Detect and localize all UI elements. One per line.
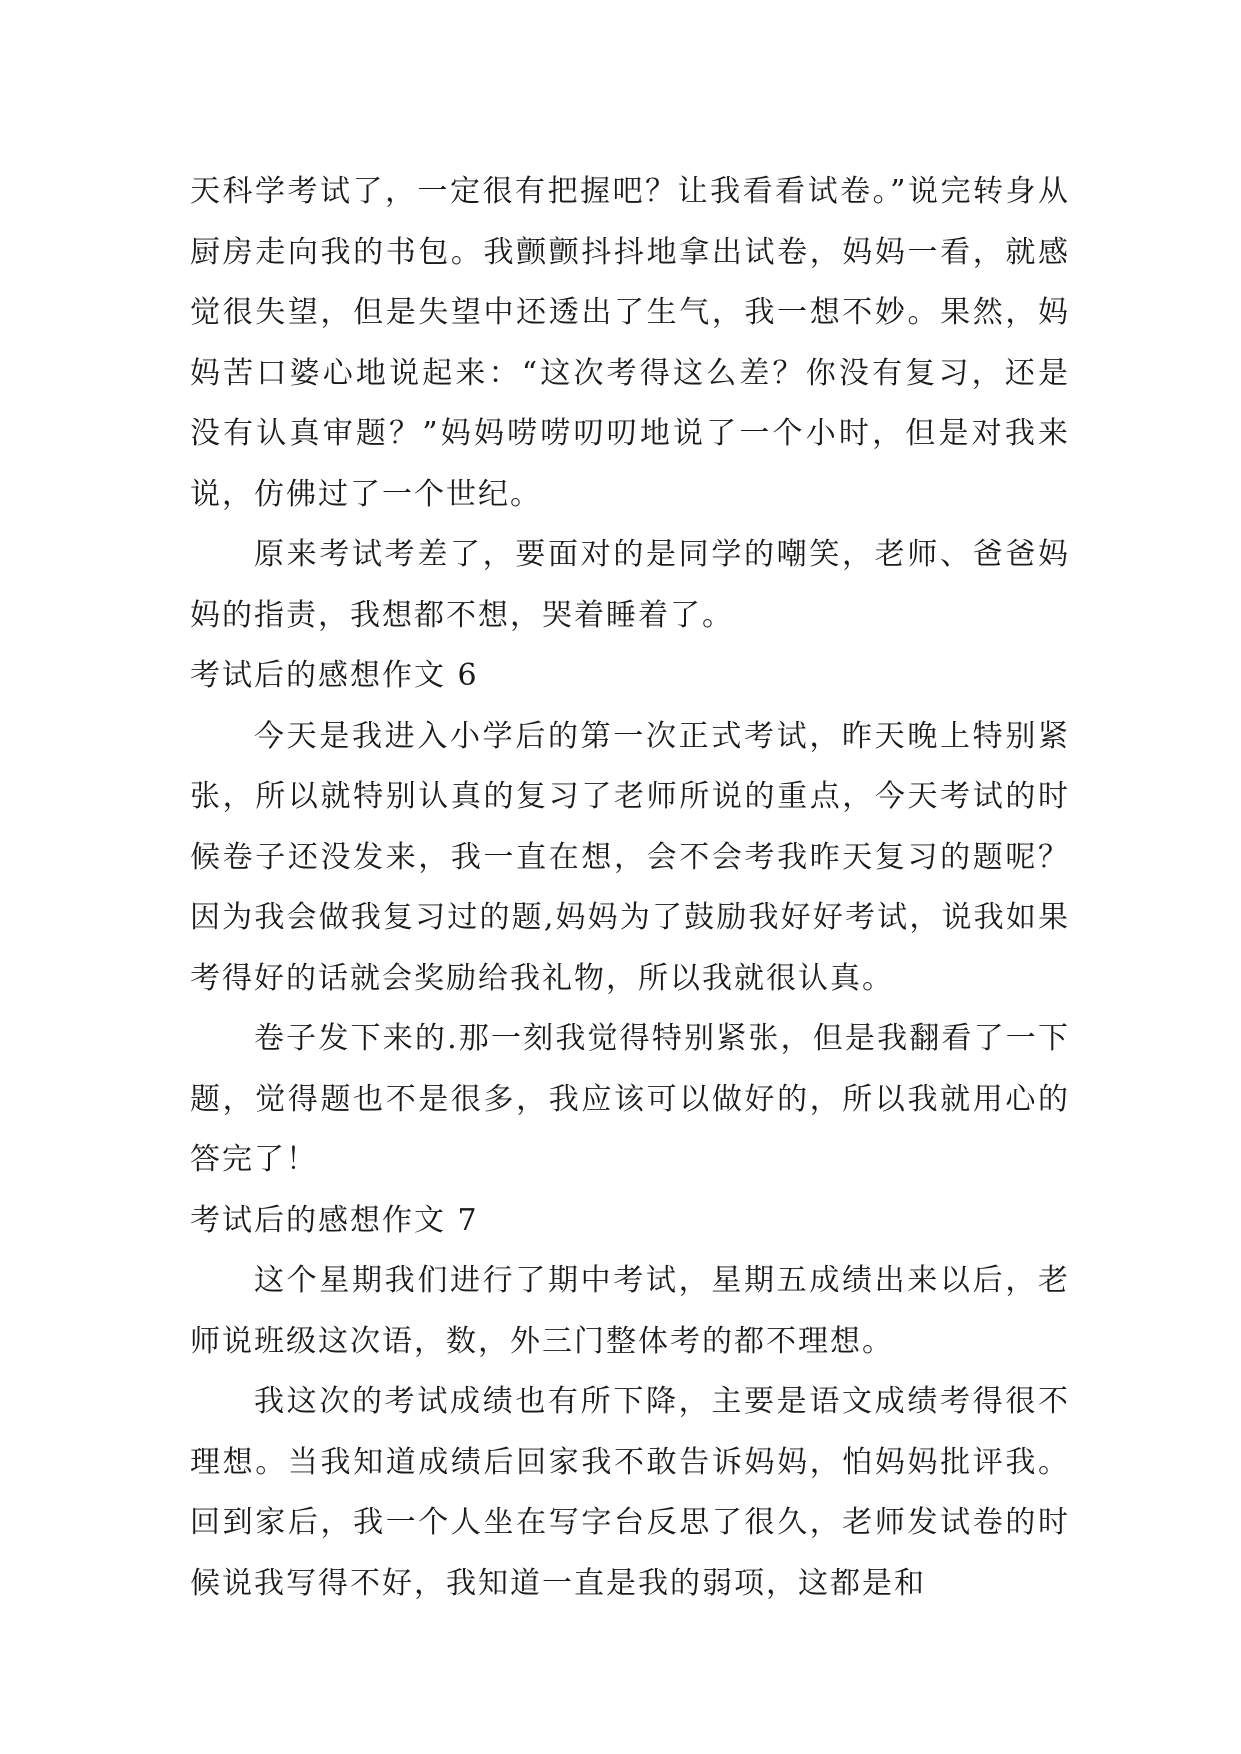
paragraph: 卷子发下来的.那一刻我觉得特别紧张，但是我翻看了一下题，觉得题也不是很多，我应该可以做好的，所以我就用心的答完了！ [190, 1021, 1070, 1177]
document-body [190, 162, 1070, 1614]
paragraph: 原来考试考差了，要面对的是同学的嘲笑，老师、爸爸妈妈的指责，我想都不想，哭着睡着了。 [190, 537, 1070, 633]
paragraph: 今天是我进入小学后的第一次正式考试，昨天晚上特别紧张，所以就特别认真的复习了老师所说的重点，今天考试的时候卷子还没发来，我一直在想，会不会考我昨天复习的题呢？因为我会做我复习过的题,妈妈为了鼓励我好好考试，说我如果考得好的话就会奖励给我礼物，所以我就很认真。 [190, 718, 1070, 996]
section-heading-7: 考试后的感想作文 7 [190, 1202, 479, 1238]
paragraph: 我这次的考试成绩也有所下降，主要是语文成绩考得很不理想。当我知道成绩后回家我不敢告诉妈妈，怕妈妈批评我。回到家后，我一个人坐在写字台反思了很久，老师发试卷的时候说我写得不好，我知道一直是我的弱项，这都是和 [190, 1384, 1070, 1601]
section-heading-6: 考试后的感想作文 6 [190, 658, 479, 693]
paragraph-continued: 天科学考试了，一定很有把握吧？让我看看试卷。”说完转身从厨房走向我的书包。我颤颤抖抖地拿出试卷，妈妈一看，就感觉很失望，但是失望中还透出了生气，我一想不妙。果然，妈妈苦口婆心地说起来：“这次考得这么差？你没有复习，还是没有认真审题？”妈妈唠唠叨叨地说了一个小时，但是对我来说，仿佛过了一个世纪。 [190, 174, 1070, 512]
paragraph: 这个星期我们进行了期中考试，星期五成绩出来以后，老师说班级这次语，数，外三门整体考的都不理想。 [190, 1263, 1070, 1359]
